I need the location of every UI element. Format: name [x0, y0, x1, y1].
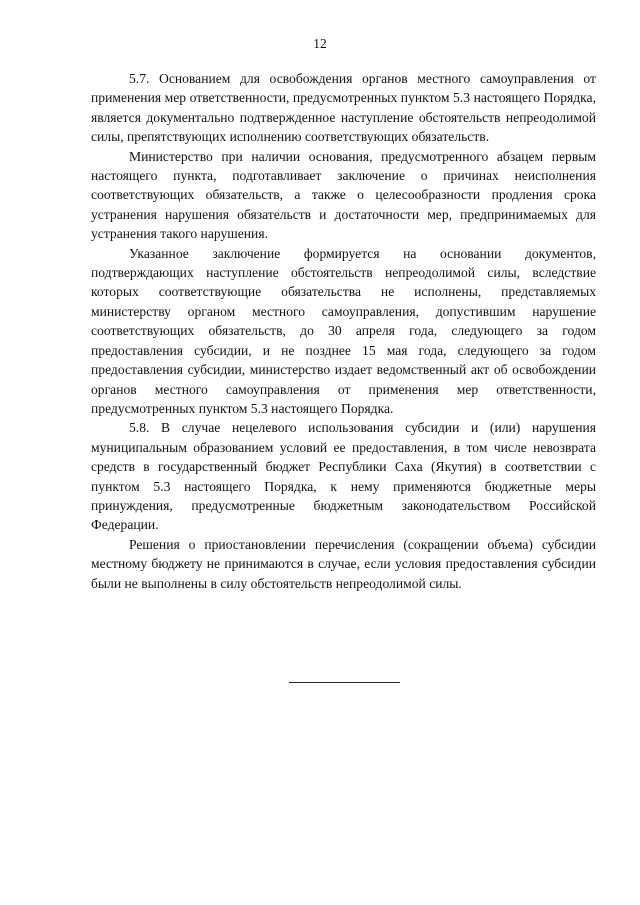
paragraph-ministry-conclusion: Министерство при наличии основания, предусмотренного абзацем первым настоящего пункта, подготавливает заключение о причинах неисполнения соответствующих обязательств, а также о целесообразности продления срока устранения нарушения обязательств и достаточности мер, предпринимаемых для устранения такого нарушения.: [91, 148, 596, 242]
page-number: 12: [313, 36, 327, 51]
paragraph-5-7: 5.7. Основанием для освобождения органов местного самоуправления от применения мер ответственности, предусмотренных пунктом 5.3 настоящего Порядка, является документально подтвержденное наступление обстоятельств непреодолимой силы, препятствующих исполнению соответствующих обязательств.: [91, 71, 596, 145]
paragraph-5-8: 5.8. В случае нецелевого использования субсидии и (или) нарушения муниципальным образованием условий ее предоставления, в том числе невозврата средств в государственный бюджет Республики Саха (Якутия) в соответствии с пунктом 5.3 настоящего Порядка, к нему применяются бюджетные меры принуждения, предусмотренные бюджетным законодательством Российской Федерации.: [91, 420, 596, 533]
paragraph-suspension-decision: Решения о приостановлении перечисления (сокращении объема) субсидии местному бюджету не принимаются в случае, если условия предоставления субсидии были не выполнены в силу обстоятельств непреодолимой силы.: [91, 536, 596, 591]
end-separator-line: [289, 682, 400, 683]
document-body: [91, 69, 596, 593]
paragraph-conclusion-basis: Указанное заключение формируется на основании документов, подтверждающих наступление обстоятельств непреодолимой силы, вследствие которых соответствующие обязательства не исполнены, представляемых министерству органом местного самоуправления, допустившим нарушение соответствующих обязательств, до 30 апреля года, следующего за годом предоставления субсидии, и не позднее 15 мая года, следующего за годом предоставления субсидии, министерство издает ведомственный акт об освобождении органов местного самоуправления от применения мер ответственности, предусмотренных пунктом 5.3 настоящего Порядка.: [91, 245, 596, 416]
